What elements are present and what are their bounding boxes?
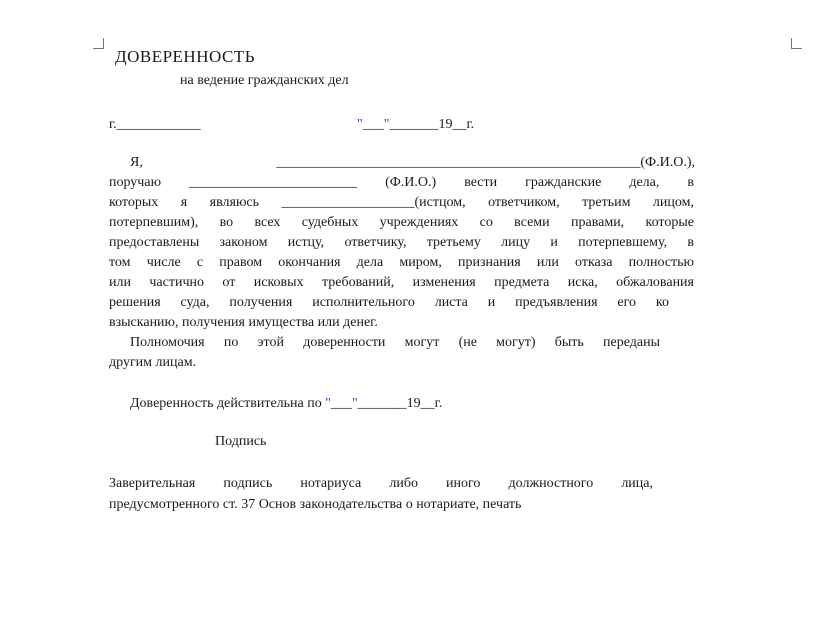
date-quote-close: " bbox=[383, 117, 390, 132]
validity-line bbox=[130, 395, 442, 413]
signature-label: Подпись bbox=[215, 434, 267, 449]
date-quote-open: " bbox=[357, 117, 363, 132]
body-line-9: взысканию, получения имущества или денег. bbox=[109, 315, 378, 330]
document-title: ДОВЕРЕННОСТЬ bbox=[115, 47, 255, 66]
body-line-8: решения суда, получения исполнительного листа и предъявления его ко bbox=[109, 295, 669, 310]
city-line: г.____________ bbox=[109, 117, 201, 132]
validity-prefix: Доверенность действительна по bbox=[130, 396, 326, 411]
body-line-6: том числе с правом окончания дела миром, признания или отказа полностью bbox=[109, 255, 694, 270]
notary-line-2: предусмотренного ст. 37 Основ законодательства о нотариате, печать bbox=[109, 497, 522, 512]
notary-line-1: Заверительная подпись нотариуса либо иного должностного лица, bbox=[109, 476, 653, 491]
date-line bbox=[357, 116, 474, 134]
page-corner-marker-top-right bbox=[791, 38, 802, 49]
body-line-5: предоставлены законом истцу, ответчику, третьему лицу и потерпевшему, в bbox=[109, 235, 694, 250]
body-line-1: Я, ____________________________________________________(Ф.И.О.), bbox=[130, 155, 695, 170]
validity-quote-open: " bbox=[325, 396, 331, 411]
date-month-year: _______19__г. bbox=[389, 117, 475, 132]
page-corner-marker-top-left bbox=[93, 38, 104, 49]
powers-line-2: другим лицам. bbox=[109, 355, 197, 370]
body-line-2: поручаю ________________________ (Ф.И.О.) вести гражданские дела, в bbox=[109, 175, 694, 190]
date-day-blank: ___ bbox=[362, 117, 384, 132]
body-line-7: или частично от исковых требований, изменения предмета иска, обжалования bbox=[109, 275, 694, 290]
document-subtitle: на ведение гражданских дел bbox=[180, 73, 349, 88]
validity-day-blank: ___ bbox=[330, 396, 352, 411]
powers-line-1: Полномочия по этой доверенности могут (не могут) быть переданы bbox=[130, 335, 660, 350]
validity-quote-close: " bbox=[351, 396, 358, 411]
body-line-4: потерпевшим), во всех судебных учреждениях со всеми правами, которые bbox=[109, 215, 694, 230]
validity-month-year: _______19__г. bbox=[357, 396, 443, 411]
body-line-3: которых я являюсь ___________________(истцом, ответчиком, третьим лицом, bbox=[109, 195, 694, 210]
